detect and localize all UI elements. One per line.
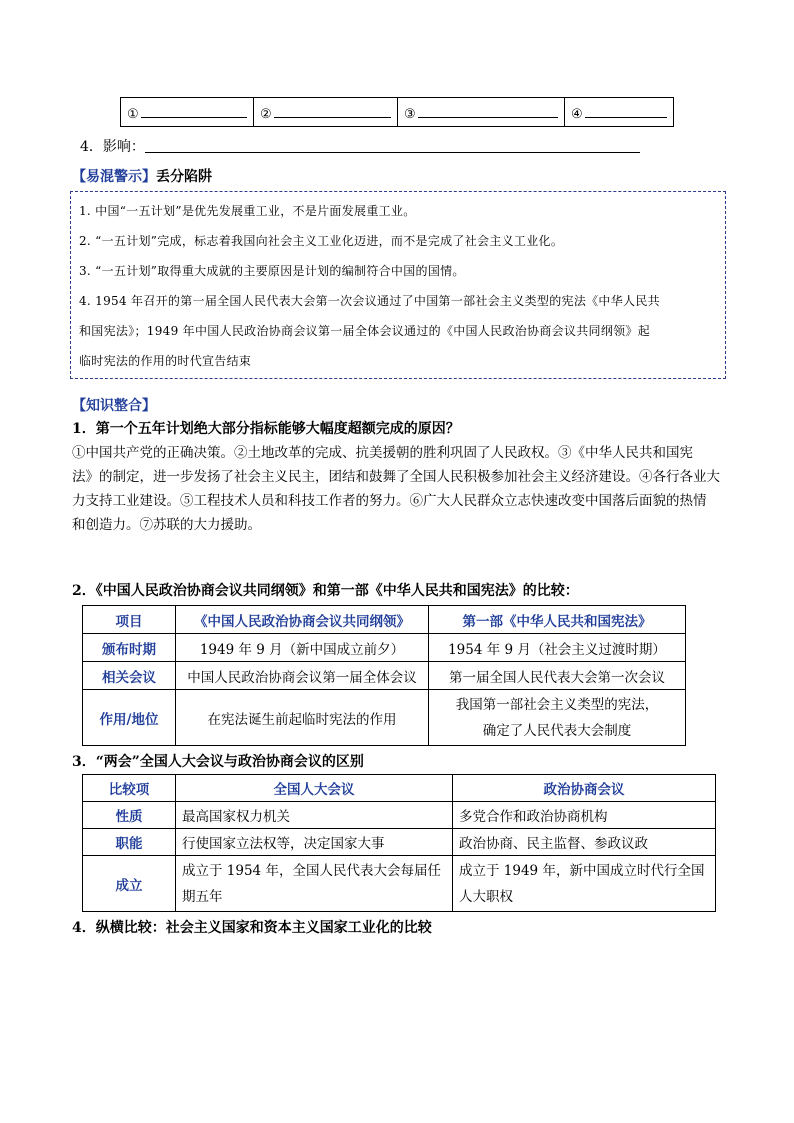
comparison-table-constitution — [82, 605, 686, 746]
blank-line — [418, 103, 558, 118]
question-2: 2．《中国人民政治协商会议共同纲领》和第一部《中华人民共和国宪法》的比较： — [72, 583, 579, 599]
table-row: 作用/地位 在宪法诞生前起临时宪法的作用 我国第一部社会主义类型的宪法， 确定了人民代表大会制度 — [83, 690, 686, 746]
warning-item: 和国宪法》；1949 年中国人民政治协商会议第一届全体会议通过的《中国人民政治协商会议共同纲领》起 — [79, 324, 651, 338]
table-header: 政治协商会议 — [453, 775, 716, 802]
question-1: 1．第一个五年计划绝大部分指标能够大幅度超额完成的原因？ — [72, 421, 460, 437]
table-row: 职能 行使国家立法权等，决定国家大事 政治协商、民主监督、参政议政 — [83, 829, 716, 856]
blank-cell-2: ② — [254, 98, 398, 127]
blank-line — [274, 103, 391, 118]
blank-cell-3: ③ — [398, 98, 565, 127]
table-header: 第一部《中华人民共和国宪法》 — [429, 606, 686, 634]
table-header: 比较项 — [83, 775, 176, 802]
blank-line — [585, 103, 667, 118]
comparison-table-two-sessions — [82, 774, 716, 912]
table-header: 项目 — [83, 606, 176, 634]
knowledge-title: 【知识整合】 — [72, 398, 156, 414]
blank-cell-1: ① — [121, 98, 254, 127]
blank-line — [141, 103, 247, 118]
question-3: 3．“两会”全国人大会议与政治协商会议的区别 — [72, 754, 364, 770]
blank-fill-table — [120, 97, 674, 127]
warning-item: 4. 1954 年召开的第一届全国人民代表大会第一次会议通过了中国第一部社会主义类型的宪法《中华人民共 — [79, 294, 660, 308]
warning-item: 1. 中国“一五计划”是优先发展重工业，不是片面发展重工业。 — [79, 204, 416, 218]
table-header: 全国人大会议 — [176, 775, 453, 802]
blank-cell-4: ④ — [565, 98, 674, 127]
warning-item: 3. “一五计划”取得重大成就的主要原因是计划的编制符合中国的国情。 — [79, 264, 465, 278]
impact-blank-line — [145, 136, 640, 153]
question-4: 4．纵横比较：社会主义国家和资本主义国家工业化的比较 — [72, 920, 432, 936]
warning-box — [70, 191, 726, 379]
table-row: 性质 最高国家权力机关 多党合作和政治协商机构 — [83, 802, 716, 829]
warning-item: 2. “一五计划”完成，标志着我国向社会主义工业化迈进，而不是完成了社会主义工业化。 — [79, 234, 564, 248]
table-row: 成立 成立于 1954 年，全国人民代表大会每届任 期五年 成立于 1949 年，新中国成立时代行全国 人大职权 — [83, 856, 716, 912]
table-row: 颁布时期 1949 年 9 月（新中国成立前夕） 1954 年 9 月（社会主义过渡时期） — [83, 634, 686, 662]
impact-row — [80, 136, 640, 156]
impact-label: 4．影响： — [80, 139, 145, 155]
question-1-answer: ①中国共产党的正确决策。②土地改革的完成、抗美援朝的胜利巩固了人民政权。③《中华人民共和国宪 法》的制定，进一步发扬了社会主义民主，团结和鼓舞了全国人民积极参加社会主义经济建设。④各行各业大 力支持工业建设。⑤工程技术人员和科技工作者的努力。⑥广大人民群众立志快速改变中国落后面貌的热情 和创造力。⑦苏联的大力援助。 — [72, 445, 720, 533]
table-row: 相关会议 中国人民政治协商会议第一届全体会议 第一届全国人民代表大会第一次会议 — [83, 662, 686, 690]
warning-item: 临时宪法的作用的时代宣告结束 — [79, 354, 252, 368]
warning-title: 【易混警示】丢分陷阱 — [72, 169, 212, 185]
table-header: 《中国人民政治协商会议共同纲领》 — [176, 606, 429, 634]
